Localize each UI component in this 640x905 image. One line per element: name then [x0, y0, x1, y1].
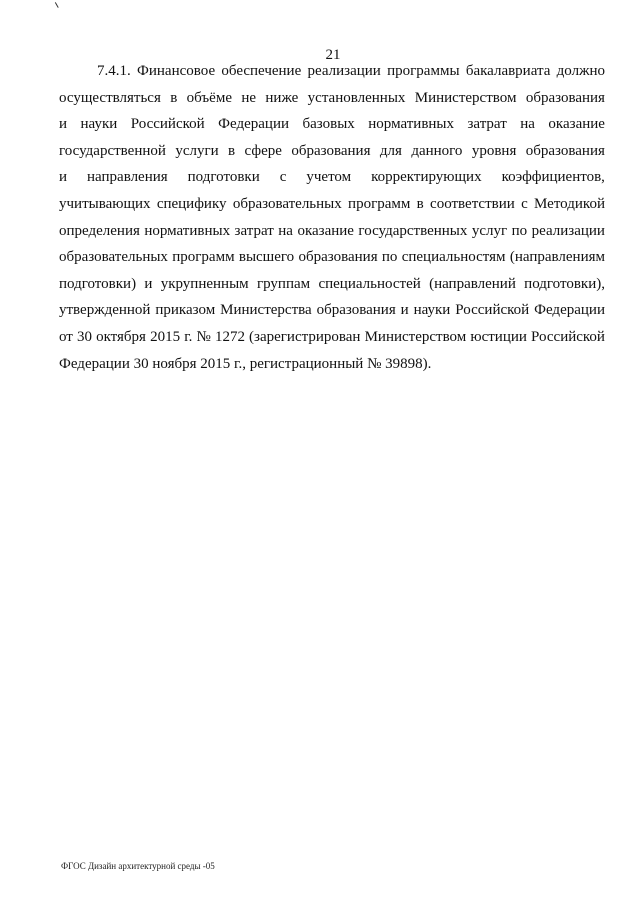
word: в [228, 142, 236, 159]
word: реализации [307, 63, 381, 79]
word: нормативных [144, 222, 231, 239]
text-line [59, 351, 605, 378]
word: услуги [175, 142, 219, 159]
word: (направлениям [509, 249, 605, 266]
word: науки [80, 116, 118, 133]
word: по [381, 249, 398, 266]
text-line [59, 297, 605, 324]
word: оказание [297, 222, 354, 239]
word: затрат [234, 222, 274, 239]
word: по [511, 222, 528, 239]
scan-mark [55, 0, 62, 8]
word: специальностей [318, 275, 421, 292]
paragraph-7-4-1 [59, 58, 605, 377]
word: укрупненным [160, 275, 249, 292]
word: учитывающих [59, 195, 151, 212]
text-line [59, 111, 605, 138]
text-line [59, 191, 605, 218]
word: нормативных [368, 116, 455, 133]
word: науки [413, 302, 451, 319]
word: подготовки) [59, 275, 137, 292]
word: группам [256, 275, 311, 292]
word: установленных [307, 89, 406, 106]
word: приказом [155, 302, 216, 319]
word: услуг [471, 222, 508, 239]
word: обеспечение [221, 63, 302, 79]
word: и [59, 116, 68, 133]
word: 1272 [214, 328, 245, 345]
word: образования [316, 302, 396, 319]
word: Министерством [364, 328, 467, 345]
word: и [59, 169, 68, 186]
word: от [59, 328, 73, 345]
word: осуществляться [59, 89, 161, 106]
word: утвержденной [59, 302, 151, 319]
word: в [170, 89, 178, 106]
word: программ [348, 195, 411, 212]
word: Федерации [218, 116, 290, 133]
word: 30 [76, 328, 92, 345]
word: в [416, 195, 424, 212]
word: с [521, 195, 528, 212]
word: соответствии [430, 195, 515, 212]
word: Методикой [534, 195, 605, 212]
word: юстиции [470, 328, 527, 345]
word: подготовки), [524, 275, 605, 292]
word: специальностям [401, 249, 506, 266]
word: направления [87, 169, 168, 186]
word: определения [59, 222, 140, 239]
word: должно [556, 63, 605, 79]
word: и [144, 275, 153, 292]
word: учетом [306, 169, 352, 186]
text-line [59, 218, 605, 245]
word: программ [172, 249, 235, 266]
word: не [241, 89, 257, 106]
word: Российской [455, 302, 530, 319]
word: № [196, 328, 211, 345]
word: ниже [265, 89, 299, 106]
word: затрат [467, 116, 507, 133]
word: специфику [156, 195, 227, 212]
text-line [59, 85, 605, 112]
word: на [278, 222, 293, 239]
word: образования [298, 249, 378, 266]
word: программы [387, 63, 460, 79]
text-line [59, 164, 605, 191]
word: 7.4.1. [97, 63, 131, 79]
word: оказание [548, 116, 605, 133]
word: для [379, 142, 402, 159]
page-number: 21 [325, 47, 341, 63]
word: с [279, 169, 287, 186]
word: Министерством [414, 89, 517, 106]
word: образования [525, 89, 605, 106]
word: сфере [244, 142, 282, 159]
word: образовательных [59, 249, 168, 266]
text-line [59, 324, 605, 351]
word: Федерации [534, 302, 605, 319]
word: образовательных [232, 195, 342, 212]
word: данного [411, 142, 463, 159]
word: государственной [59, 142, 166, 159]
word: на [520, 116, 535, 133]
word: образования [291, 142, 371, 159]
word: (зарегистрирован [249, 328, 361, 345]
word: бакалавриата [465, 63, 551, 79]
word: Финансовое [137, 63, 216, 79]
word: Российской [531, 328, 605, 345]
word: октября [96, 328, 146, 345]
word: Федерации 30 ноября 2015 г., регистрационный № 39898). [59, 355, 432, 372]
word: 2015 [150, 328, 181, 345]
text-line [59, 58, 605, 85]
word: и [400, 302, 409, 319]
word: Министерства [220, 302, 312, 319]
text-line [59, 244, 605, 271]
word: коэффициентов, [501, 169, 605, 186]
word: г. [184, 328, 193, 345]
word: базовых [302, 116, 355, 133]
word: подготовки [187, 169, 260, 186]
word: государственных [358, 222, 468, 239]
word: уровня [471, 142, 517, 159]
word: реализации [531, 222, 605, 239]
text-line [59, 138, 605, 165]
footer-text: ФГОС Дизайн архитектурной среды -05 [61, 861, 215, 871]
word: корректирующих [371, 169, 482, 186]
word: образования [525, 142, 605, 159]
word: (направлений [429, 275, 516, 292]
word: высшего [238, 249, 295, 266]
text-line [59, 271, 605, 298]
word: объёме [186, 89, 232, 106]
word: Российской [130, 116, 205, 133]
